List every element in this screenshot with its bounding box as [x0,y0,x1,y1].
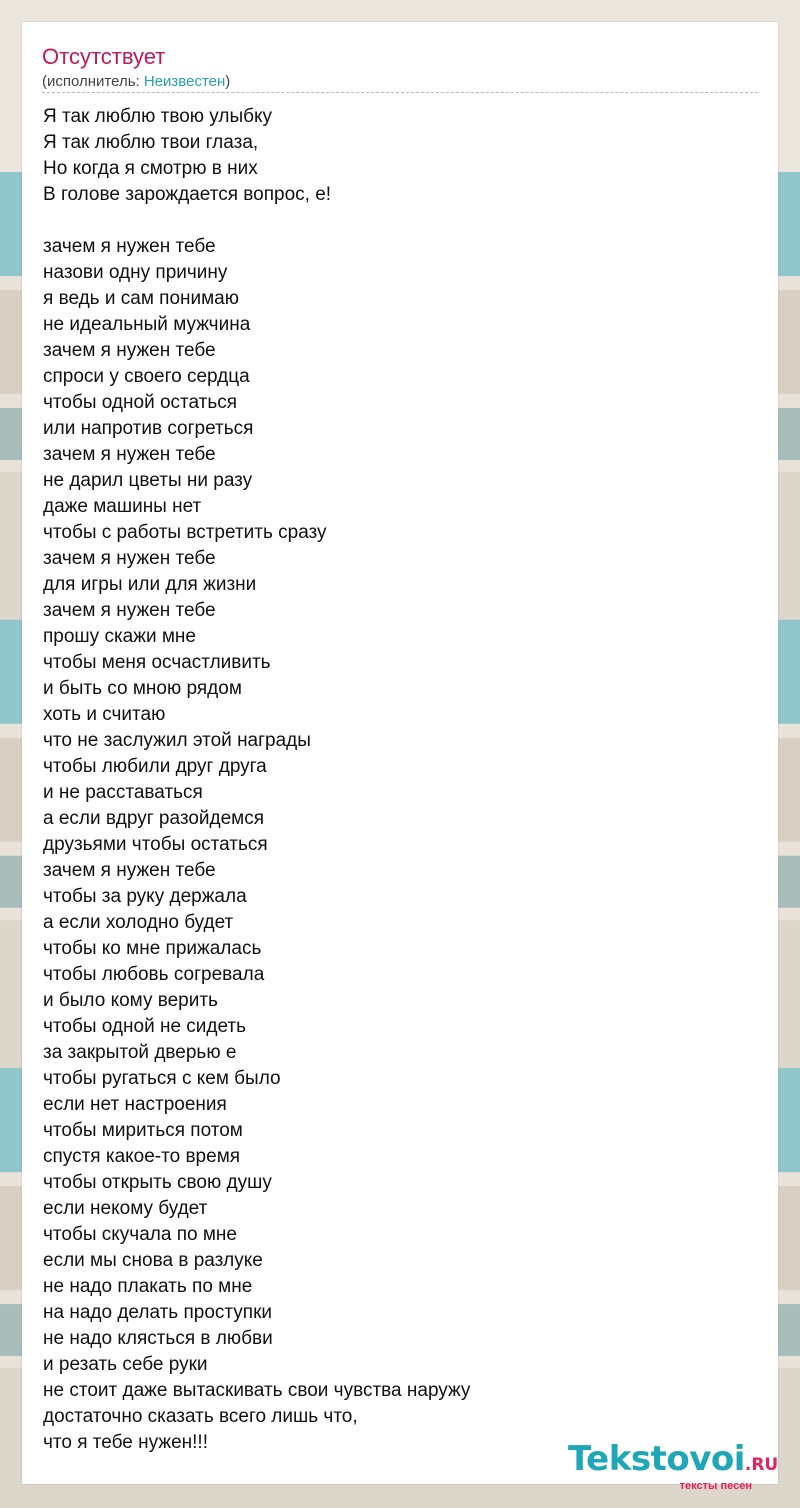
artist-prefix: (исполнитель: [42,73,144,90]
artist-line [42,72,758,92]
artist-link[interactable]: Неизвестен [143,73,226,90]
header-divider [42,92,758,93]
song-header [42,44,758,92]
logo-wordmark [568,1440,778,1484]
site-logo[interactable] [568,1440,778,1492]
artist-suffix: ) [225,73,231,90]
lyrics-text: Я так люблю твою улыбку Я так люблю твои глаза, Но когда я смотрю в них В голове зарождается вопрос, е! зачем я нужен тебе назови одну причину я ведь и сам понимаю не идеальный мужчина зачем я нужен тебе спроси у своего сердца чтобы одной остаться или напротив согреться зачем я нужен тебе не дарил цветы ни разу даже машины нет чтобы с работы встретить сразу зачем я нужен тебе для игры или для жизни зачем я нужен тебе прошу скажи мне чтобы меня осчастливить и быть со мною рядом хоть и считаю что не заслужил этой награды чтобы любили друг друга и не расставаться а если вдруг разойдемся друзьями чтобы остаться зачем я нужен тебе чтобы за руку держала а если холодно будет чтобы ко мне прижалась чтобы любовь согревала и было кому верить чтобы одной не сидеть за закрытой дверью е чтобы ругаться с кем было если нет настроения чтобы мириться потом спустя какое-то время чтобы открыть свою душу если некому будет чтобы скучала по мне если мы снова в разлуке не надо плакать по мне на надо делать проступки не надо клясться в любви и резать себе руки не стоит даже вытаскивать свои чувства наружу достаточно сказать всего лишь что, что я тебе нужен!!! [43,106,471,1453]
logo-name: Tekstovoi [568,1439,745,1479]
logo-tagline: тексты песен [679,1480,752,1492]
lyrics-card [22,22,779,1492]
song-title: Отсутствует [42,44,166,69]
logo-tld: .RU [744,1455,779,1475]
